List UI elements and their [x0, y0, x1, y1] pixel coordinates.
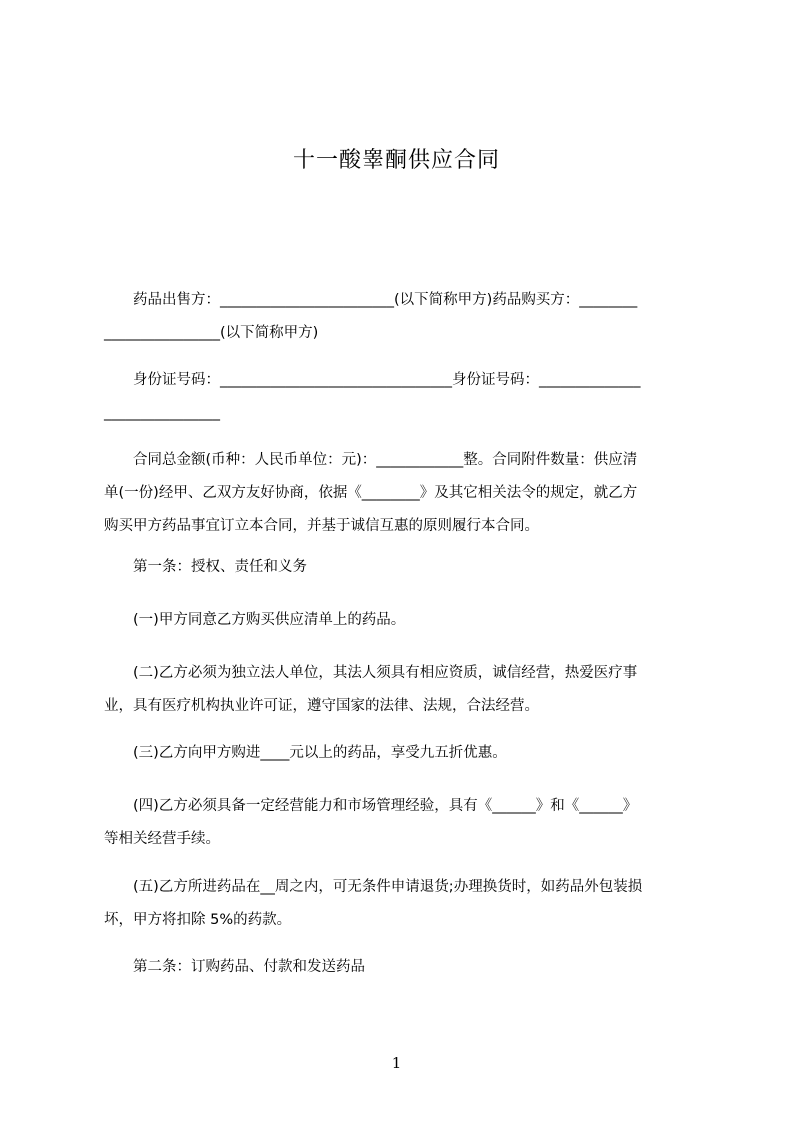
- text-line: 合同总金额(币种：人民币单位：元)：____________整。合同附件数量：供应清: [104, 452, 638, 468]
- id-number-paragraph: [104, 364, 704, 430]
- text-line: 等相关经营手续。: [104, 831, 220, 847]
- article-two-heading: [104, 951, 704, 984]
- page-number: 1: [391, 1054, 402, 1072]
- clause-1: [104, 604, 704, 637]
- text-line: (二)乙方必须为独立法人单位，其法人须具有相应资质，诚信经营，热爱医疗事: [104, 665, 638, 681]
- total-amount-paragraph: [104, 444, 704, 543]
- clause-2: [104, 657, 704, 723]
- text-line: 药品出售方：________________________(以下简称甲方)药品购买方：________: [104, 292, 638, 308]
- text-line: (五)乙方所进药品在__周之内，可无条件申请退货;办理换货时，如药品外包装损: [104, 879, 643, 895]
- text-line: 坏，甲方将扣除 5%的药款。: [104, 912, 292, 928]
- text-line: ________________: [104, 405, 220, 421]
- clause-3: [104, 737, 704, 770]
- text-line: 购买甲方药品事宜订立本合同，并基于诚信互惠的原则履行本合同。: [104, 518, 539, 534]
- article-one-heading: [104, 551, 704, 584]
- text-line: 第二条：订购药品、付款和发送药品: [104, 959, 365, 975]
- contract-title: 十一酸睾酮供应合同: [292, 148, 500, 173]
- text-line: ________________(以下简称甲方): [104, 325, 319, 341]
- text-line: (四)乙方必须具备一定经营能力和市场管理经验，具有《______》和《______》: [104, 798, 638, 814]
- text-line: (三)乙方向甲方购进____元以上的药品，享受九五折优惠。: [104, 745, 507, 761]
- text-line: (一)甲方同意乙方购买供应清单上的药品。: [104, 612, 406, 628]
- clause-5: [104, 871, 704, 937]
- text-line: 业，具有医疗机构执业许可证，遵守国家的法律、法规，合法经营。: [104, 698, 539, 714]
- clause-4: [104, 790, 704, 856]
- seller-buyer-paragraph: [104, 284, 704, 350]
- text-line: 第一条：授权、责任和义务: [104, 559, 307, 575]
- text-line: 单(一份)经甲、乙双方友好协商，依据《________》及其它相关法令的规定，就乙方: [104, 485, 638, 501]
- text-line: 身份证号码：________________________________身份证号码：______________: [104, 372, 641, 388]
